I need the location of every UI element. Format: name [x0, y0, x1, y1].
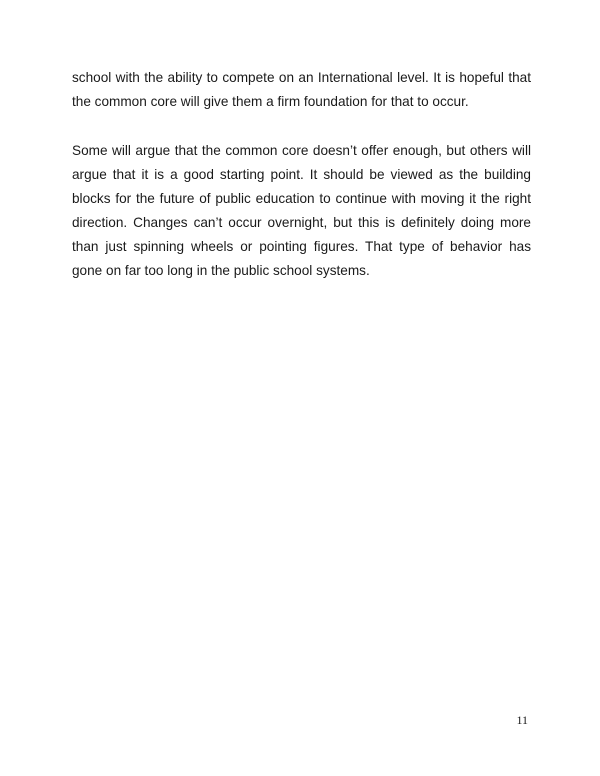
paragraph-1 — [72, 66, 531, 114]
paragraph-line: the common core will give them a firm foundation for that to occur. — [72, 94, 469, 109]
paragraph-line: Some will argue that the common core doesn’t offer enough, but others will — [72, 143, 531, 158]
paragraph-line: gone on far too long in the public school systems. — [72, 263, 370, 278]
paragraph-line: direction. Changes can’t occur overnight, but this is definitely doing more — [72, 215, 531, 230]
page-number: 11 — [516, 713, 528, 727]
paragraph-line: blocks for the future of public education to continue with moving it the right — [72, 191, 531, 206]
paragraph-line: argue that it is a good starting point. It should be viewed as the building — [72, 167, 531, 182]
paragraph-line: than just spinning wheels or pointing figures. That type of behavior has — [72, 239, 531, 254]
paragraph-line: school with the ability to compete on an International level. It is hopeful that — [72, 70, 531, 85]
paragraph-2 — [72, 139, 531, 283]
